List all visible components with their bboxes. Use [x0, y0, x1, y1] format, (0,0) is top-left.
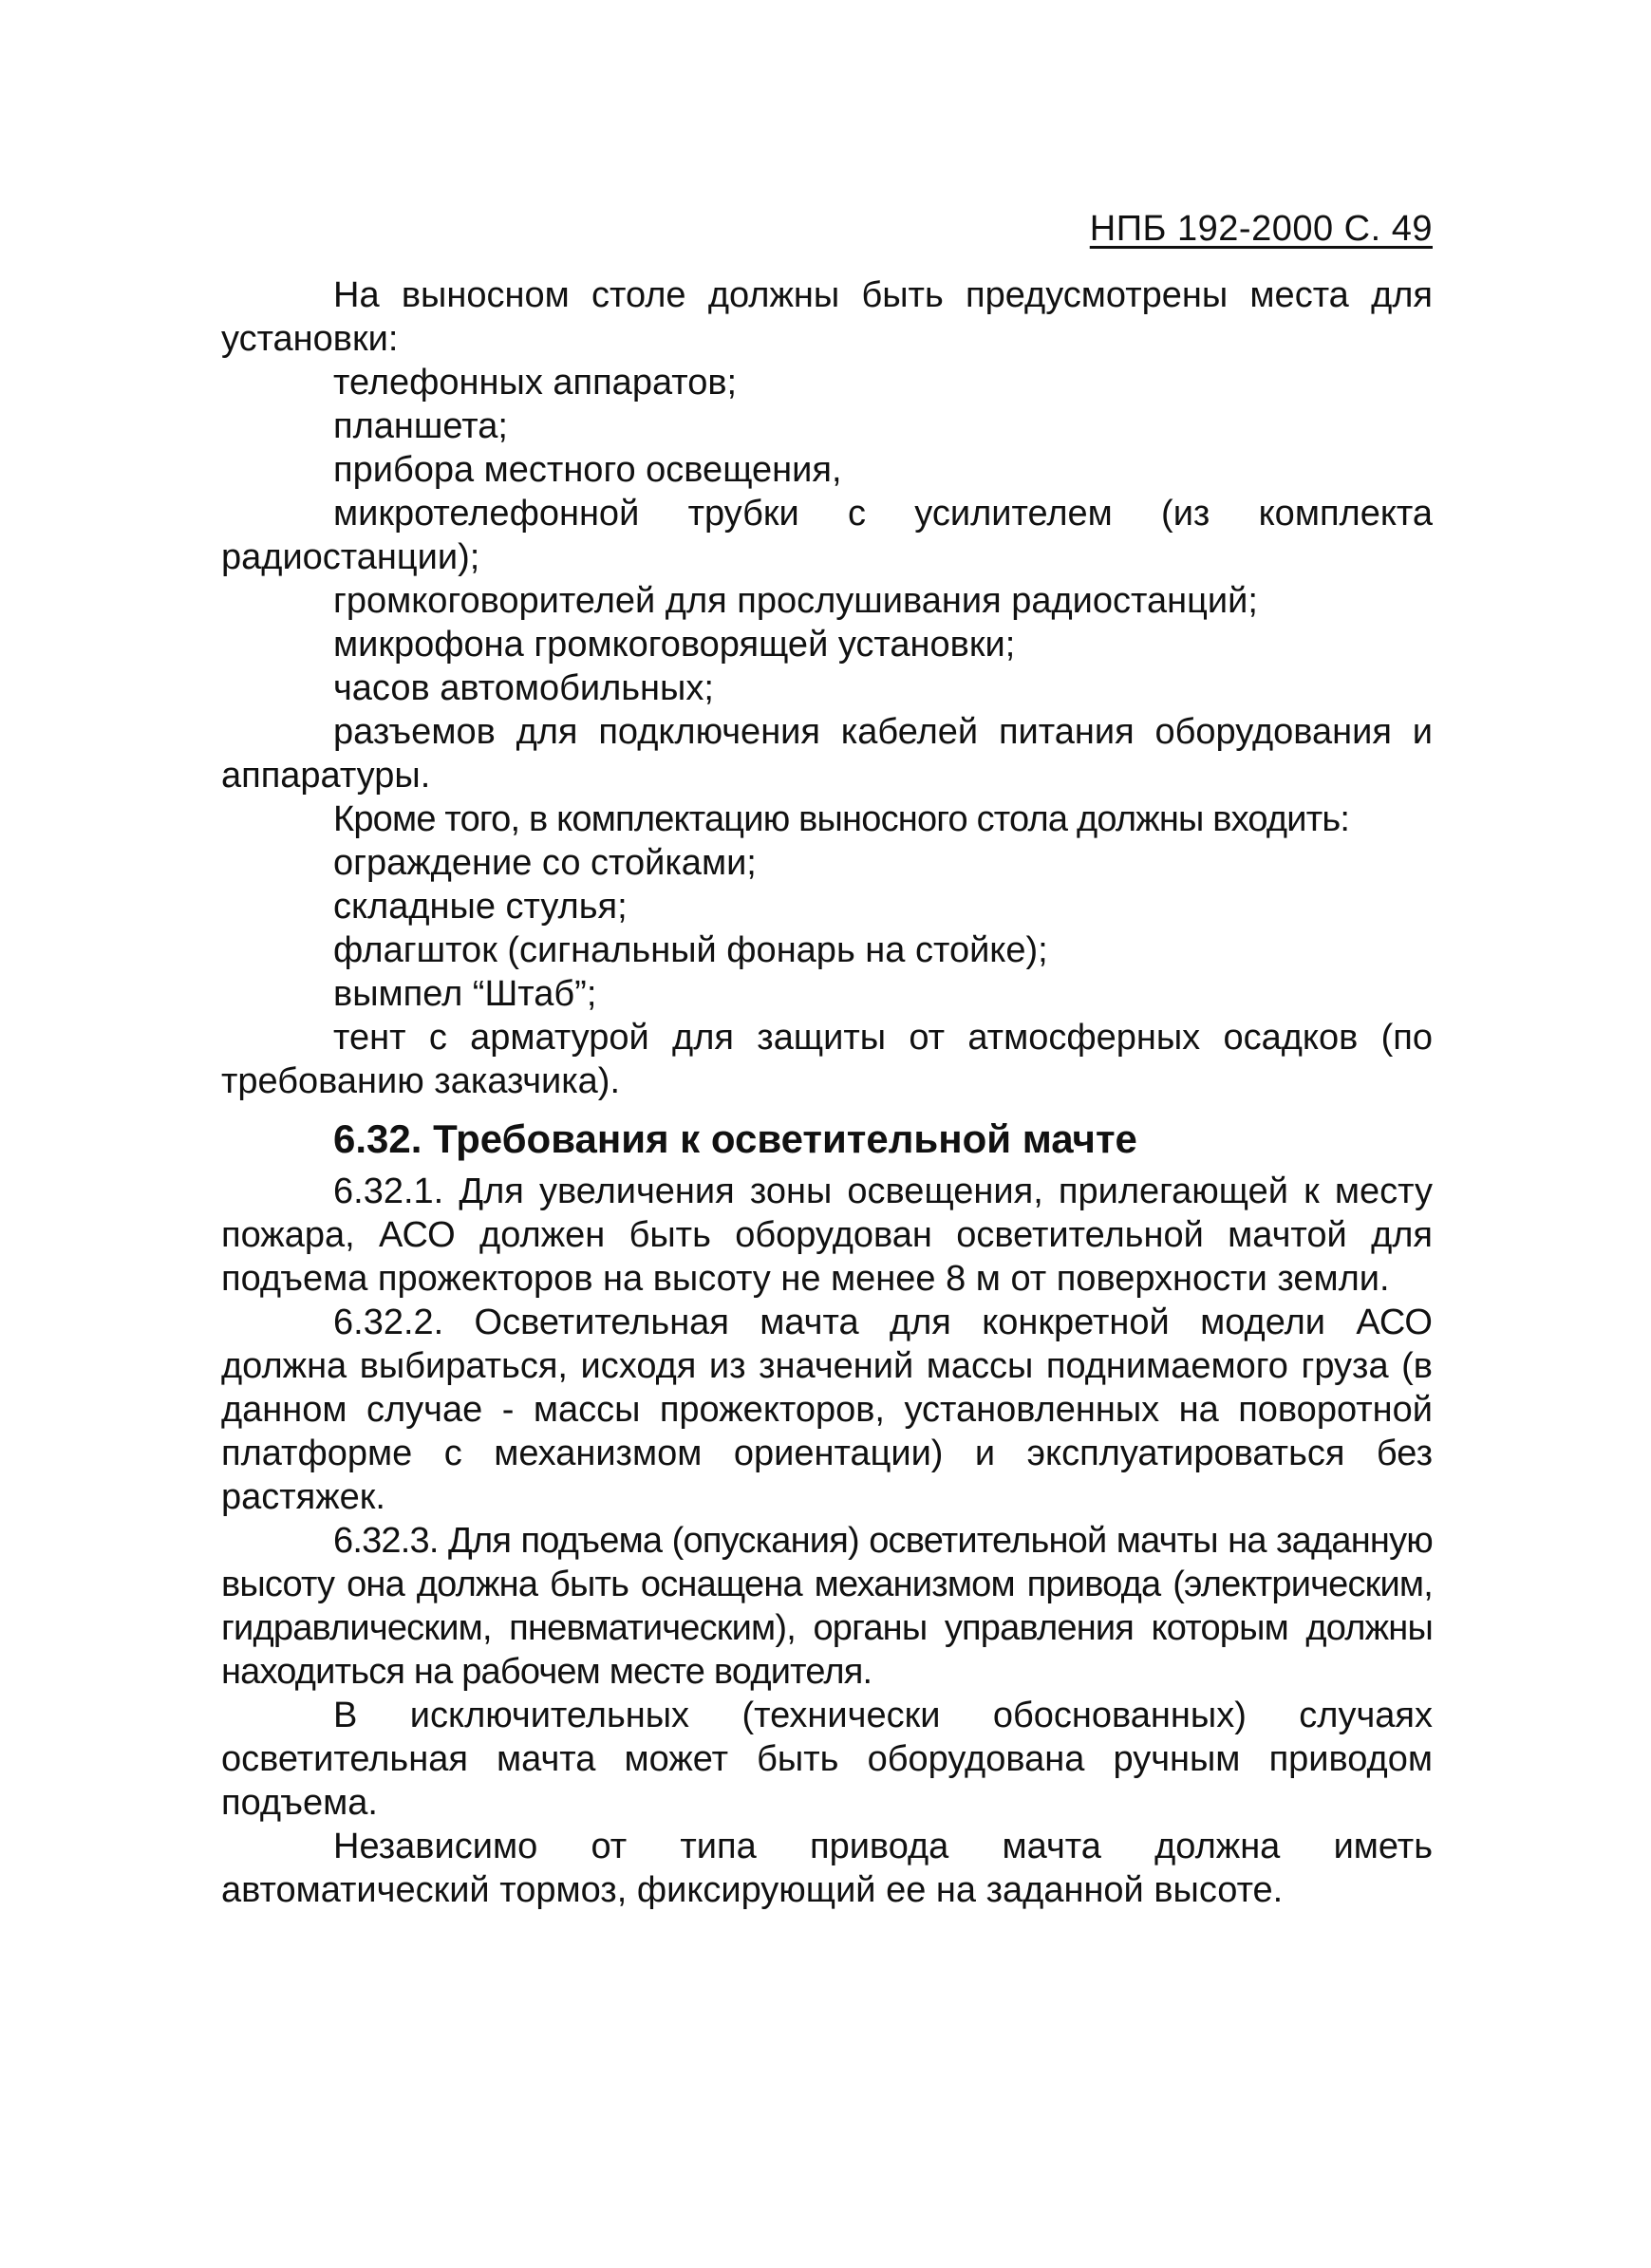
list-item: вымпел “Штаб”; — [333, 974, 597, 1014]
table-intro-paragraph: На выносном столе должны быть предусмотрены места для установки: — [221, 275, 1433, 359]
section-paragraph: Независимо от типа привода мачта должна иметь автоматический тормоз, фиксирующий ее на заданной высоте. — [221, 1827, 1433, 1910]
page-header-reference: НПБ 192-2000 С. 49 — [1089, 209, 1433, 249]
list-item: планшета; — [333, 406, 508, 446]
list-item: микрофона громкоговорящей установки; — [333, 625, 1016, 665]
list-item: флагшток (сигнальный фонарь на стойке); — [333, 930, 1048, 970]
section-paragraph: 6.32.1. Для увеличения зоны освещения, прилегающей к месту пожара, АСО должен быть оборудован осветительной мачтой для подъема прожекторов на высоту не менее 8 м от поверхности земли. — [221, 1171, 1433, 1299]
list-item: тент с арматурой для защиты от атмосферных осадков (по требованию заказчика). — [221, 1018, 1433, 1101]
section-paragraph: 6.32.2. Осветительная мачта для конкретной модели АСО должна выбираться, исходя из значений массы поднимаемого груза (в данном случае - массы прожекторов, установленных на поворотной платформе с механизмом ориентации) и эксплуатироваться без растяжек. — [221, 1303, 1433, 1517]
list-item: громкоговорителей для прослушивания радиостанций; — [333, 581, 1258, 621]
list-item: складные стулья; — [333, 887, 628, 927]
section-heading: 6.32. Требования к осветительной мачте — [333, 1116, 1137, 1161]
list-item: прибора местного освещения, — [333, 450, 842, 490]
section-paragraph: 6.32.3. Для подъема (опускания) осветительной мачты на заданную высоту она должна быть оснащена механизмом привода (электрическим, гидравлическим, пневматическим), органы управления которым должны находиться на рабочем месте водителя. — [221, 1521, 1433, 1692]
list-item: ограждение со стойками; — [333, 843, 757, 883]
list-item: микротелефонной трубки с усилителем (из комплекта радиостанции); — [221, 494, 1433, 577]
list-item: часов автомобильных; — [333, 668, 714, 708]
list-item: телефонных аппаратов; — [333, 363, 738, 403]
list-item: разъемов для подключения кабелей питания оборудования и аппаратуры. — [221, 712, 1433, 796]
section-paragraph: В исключительных (технически обоснованных) случаях осветительная мачта может быть оборудована ручным приводом подъема. — [221, 1696, 1433, 1823]
kit-intro-paragraph: Кроме того, в комплектацию выносного стола должны входить: — [333, 799, 1350, 839]
document-body — [221, 273, 1433, 1912]
